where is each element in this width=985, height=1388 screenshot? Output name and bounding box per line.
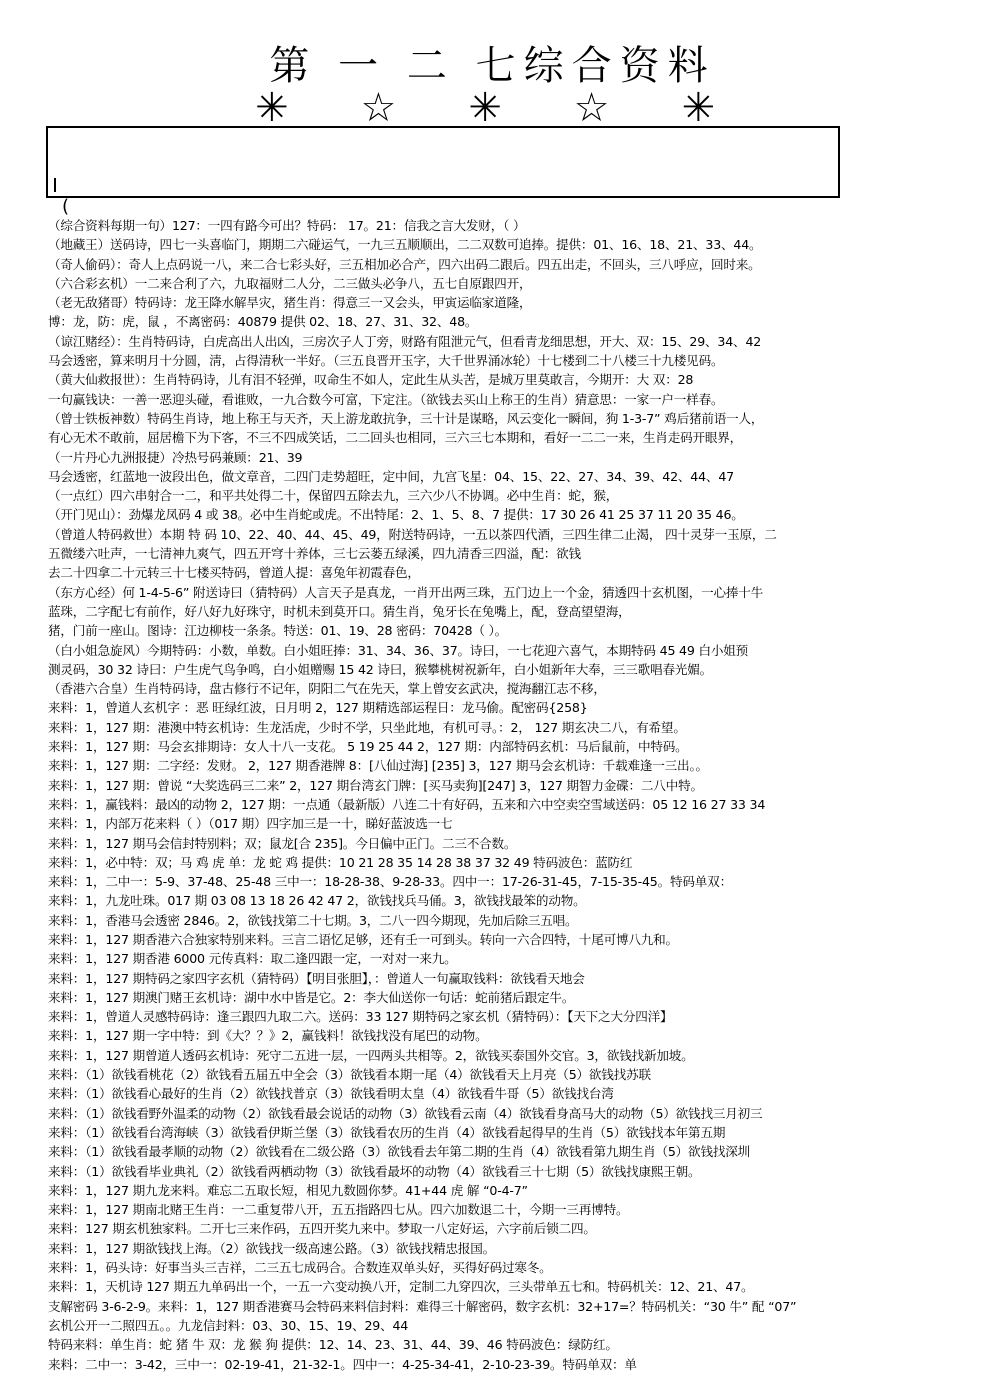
text-line: （开门见山）：劲爆龙凤码 4 或 38。必中生肖蛇或虎。不出特尾：2、1、5、8、7 提供：17 30 26 41 25 37 11 20 35 46。 bbox=[48, 507, 744, 523]
text-line: （黄大仙救报世）：生肖特码诗，儿有泪不轻弹，叹命生不如人，定此生从头苦，是城万里莫敢言，今期开：大 双：28 bbox=[48, 372, 694, 388]
text-line: 去二十四拿二十元转三十七楼买特码，曾道人提：喜兔年初霞春色， bbox=[48, 565, 420, 581]
text-line: （一点红）四六串射合一二，和平共处得二十，保留四五除去九，三六少八不协调。必中生肖：蛇，猴， bbox=[48, 488, 619, 504]
outline-star-icon: ☆ bbox=[573, 85, 610, 131]
text-line: 来料：1，127 期曾道人透码玄机诗：死守二五进一层，一四两头共相等。2，欲钱买泰国外交官。3，欲钱找新加坡。 bbox=[48, 1047, 694, 1063]
text-line: （东方心经）何 1-4-5-6” 附送诗曰（猜特码）人言天子是真龙，一肖开出两三珠，五门边上一个金，猜透四十玄机图，一心捧十牛 bbox=[48, 584, 764, 600]
asterisk-star-icon: ✳ bbox=[255, 85, 289, 131]
text-line: 来料：1，127 期一字中特：到《大？？》2，赢钱料！欲钱找没有尾巴的动物。 bbox=[48, 1028, 488, 1044]
text-line: 蓝珠，二字配七有前作，好八好九好珠守，时机未到莫开口。猜生肖，兔牙长在兔嘴上，配，登高望望海， bbox=[48, 603, 631, 619]
text-line: 来料：1，127 期特码之家四字玄机（猜特码）【明目张胆】，：曾道人一句赢取钱料：欲钱看天地会 bbox=[48, 970, 585, 986]
text-line: （香港六合皇）生肖特码诗，盘古修行不记年，阴阳二气在先天，掌上曾安玄武决，搅海翻江志不移， bbox=[48, 681, 606, 697]
text-line: 马会透密，算来明月十分圆，淸，占得清秋一半好。（三五良晋开玉字，大千世界涌冰轮）十七楼到二十八楼三十九楼见码。 bbox=[48, 353, 724, 369]
text-line: （老无敌猪哥）特码诗：龙王降水解旱灾，猪生肖：得意三一又会头，甲寅运临家道隆， bbox=[48, 295, 532, 311]
text-line: 来料：（1）欲钱看桃花（2）欲钱看五届五中全会（3）欲钱看本期一尾（4）欲钱看天上月亮（5）欲钱找苏联 bbox=[48, 1067, 651, 1083]
text-line: 来料：1，曾道人玄机字 ：恶 旺绿红波，日月明 2，127 期精选部运程日：龙马偷。配密码{258} bbox=[48, 700, 588, 716]
text-line: （白小姐急旋风）今期特码：小数，单数。白小姐旺捧：31、34、36、37。诗曰，一七花迎六喜气，本期特码 45 49 白小姐预 bbox=[48, 642, 749, 658]
text-line: 来料：1，赢钱料：最凶的动物 2，127 期：一点通（最新版）八连二十有好码，五来和六中空卖空雪域送码：05 12 16 27 33 34 bbox=[48, 796, 766, 812]
star-row bbox=[255, 85, 715, 131]
text-line: 测灵码，30 32 诗曰：户生虎气鸟争鸣，白小姐赠赐 15 42 诗曰，猴攀桃树祝新年，白小姐新年大奉，三三歌唱春光媚。 bbox=[48, 661, 713, 677]
text-line: 马会透密，红蓝地一波段出色，做文章音，二四门走势超旺，定中间，九宫飞星：04、15、22、27、34、39、42、44、47 bbox=[48, 468, 734, 484]
text-line: （综合资料每期一句）127：一四有路今可出？特码： 17。21：信我之言大发财，（ ） bbox=[48, 218, 526, 233]
text-line: 支解密码 3-6-2-9。来料：1，127 期香港赛马会特码来料信封料：难得三十解密码，数字玄机：32+17=？特码机关：“30 牛” 配 “07” bbox=[48, 1298, 797, 1314]
text-line: （曾道人特码救世）本期 特 码 10、22、40、44、45、49，附送特码诗，一五以茶四代酒，三四生律二止渴， 四十灵芽一玉原，二 bbox=[48, 526, 777, 542]
page-title: 第 一 二 七综合资料 bbox=[269, 43, 716, 89]
text-line: 来料：1，127 期欲钱找上海。（2）欲钱找一级高速公路。（3）欲钱找精忠报国。 bbox=[48, 1240, 496, 1256]
text-line: 来料：1，码头诗：好事当头三吉祥，二三五七成码合。合数连双单头好，买得好码过寒冬。 bbox=[48, 1260, 552, 1276]
content-body bbox=[48, 216, 940, 1381]
text-line: 来料：1，二中一：5-9、37-48、25-48 三中一：18-28-38、9-28-33。四中一：17-26-31-45，7-15-35-45。特码单双： bbox=[48, 874, 732, 890]
text-line: 博：龙，防：虎，鼠 ，不离密码：40879 提供 02、18、27、31、32、48。 bbox=[48, 314, 478, 330]
text-line: 来料：（1）欲钱看台湾海峡（3）欲钱看伊斯兰堡（3）欲钱看农历的生肖（4）欲钱看起得早的生肖（5）欲钱找本年第五期 bbox=[48, 1124, 726, 1140]
text-line: 有心无术不敢前，屈居檐下为下客，不三不四成笑话，二二回头也相同，三六三七本期和，看好一二二一来，生肖走码开眼界， bbox=[48, 430, 743, 446]
text-line: 特码来料：单生肖：蛇 猪 牛 双：龙 猴 狗 提供：12、14、23、31、44、39、46 特码波色：绿防红。 bbox=[48, 1337, 618, 1353]
text-line: （六合彩玄机）一二来合利了六，九取福财二人分，二三做头必争八，五七自原跟四开， bbox=[48, 275, 532, 291]
text-line: 来料：1，必中特：双；马 鸡 虎 单：龙 蛇 鸡 提供：10 21 28 35 14 28 38 37 32 49 特码波色：蓝防红 bbox=[48, 854, 633, 870]
text-line: 来料：1，127 期九龙来料。难忘二五取长短，相见九数圆你梦。41+44 虎 解 “0-4-7” bbox=[48, 1182, 528, 1198]
text-line: 来料：1，香港马会透密 2846。2，欲钱找第二十七期。3，二八一四今期现，先加后除三五唱。 bbox=[48, 912, 578, 928]
text-line: 来料：（1）欲钱看野外温柔的动物（2）欲钱看最会说话的动物（3）欲钱看云南（4）欲钱看身高马大的动物（5）欲钱找三月初三 bbox=[48, 1105, 763, 1121]
text-line: 来料：127 期玄机独家料。二开七三来作码，五四开奖九来中。梦取一八定好运，六字前后锁二四。 bbox=[48, 1221, 596, 1237]
text-line: 一句赢钱诀：一善一恶迎头碰，看谁败，一九合数今可富，下定注。（欲钱去买山上称王的生肖）猜意思：一家一户一样春。 bbox=[48, 391, 724, 407]
text-line: 来料：1，127 期：马会玄排期诗：女人十八一支花。 5 19 25 44 2，127 期：内部特码玄机：马后鼠前，中特码。 bbox=[48, 739, 688, 755]
text-line: （一片丹心九洲报捷）冷热号码兼顾：21、39 bbox=[48, 449, 303, 465]
text-line: （地藏王）送码诗，四七一头喜临门，期期二六碰运气，一九三五顺顺出，二二双数可追捧。提供：01、16、18、21、33、44。 bbox=[48, 237, 762, 253]
text-line: 来料：1，127 期澳门赌王玄机诗：湖中水中皆是它。2：李大仙送你一句话：蛇前猪后跟定牛。 bbox=[48, 989, 575, 1005]
open-paren-mark: ( bbox=[62, 196, 70, 217]
text-line: 来料：1，127 期马会信封特别料；双；鼠龙[合 235]。今日偏中正门。二三不合数。 bbox=[48, 835, 517, 851]
text-line: 来料：（1）欲钱看心最好的生肖（2）欲钱找普京（3）欲钱看明太皇（4）欲钱看牛哥（5）欲钱找台湾 bbox=[48, 1086, 614, 1102]
text-line: （曾士铁板神数）特码生肖诗，地上称王与天齐，天上游龙敢抗争，三十计是谋略，风云变化一瞬间，狗 1-3-7” 鸡后猪前语一人， bbox=[48, 410, 764, 426]
text-line: 来料：1，127 期香港 6000 元传真料：取二逢四跟一定，一对对一来九。 bbox=[48, 951, 457, 967]
text-line: 来料：1，127 期香港六合独家特别来料。三言二语忆足够，还有壬一可到头。转向一六合四特，十尾可博八九和。 bbox=[48, 931, 678, 947]
text-line: （谅江赌经）：生肖特码诗，白虎高出人出凶，三房次子人丁旁，财路有阻泄元气，但看青龙细思想，开大、双：15、29、34、42 bbox=[48, 333, 762, 349]
text-line: 来料：（1）欲钱看毕业典礼（2）欲钱看两栖动物（3）欲钱看最坏的动物（4）欲钱看三十七期（5）欲钱找康熙王朝。 bbox=[48, 1163, 701, 1179]
asterisk-star-icon: ✳ bbox=[468, 85, 502, 131]
text-line: 来料：1，天机诗 127 期五九单码出一个，一五一六变动换八开，定制二九穿四次，三头带单五七和。特码机关：12、21、47。 bbox=[48, 1279, 754, 1295]
text-line: 来料：1，曾道人灵感特码诗：逢三跟四九取二六。送码：33 127 期特码之家玄机（猜特码）：【天下之大分四洋】 bbox=[48, 1009, 673, 1025]
text-line: 五微缕六吐声，一七清神九爽气，四五开穹十养体，三七云蒌五绿溪，四九清香三四溢，配：欲钱 bbox=[48, 546, 581, 562]
text-line: 来料：（1）欲钱看最孝顺的动物（2）欲钱看在二级公路（3）欲钱看去年第二期的生肖（4）欲钱看第九期生肖（5）欲钱找深圳 bbox=[48, 1144, 751, 1160]
text-line: 来料：1，127 期：港澳中特玄机诗：生龙活虎，少时不学，只坐此地，有机可寻。：2， 127 期玄决二八，有希望。 bbox=[48, 719, 686, 735]
asterisk-star-icon: ✳ bbox=[681, 85, 715, 131]
text-line: 来料：1，127 期：曾说 “大奖选码三二来” 2，127 期台湾玄门牌：[买马卖狗][247] 3，127 期智力金碟：二八中特。 bbox=[48, 777, 703, 793]
text-line: 来料：二中一：3-42，三中一：02-19-41，21-32-1。四中一：4-25-34-41，2-10-23-39。特码单双：单 bbox=[48, 1356, 637, 1372]
blank-banner-box bbox=[46, 126, 840, 198]
box-mark bbox=[54, 178, 56, 192]
text-line: 来料：1，内部万花来料（ ）（017 期）四字加三是一十，睇好蓝波选一七 bbox=[48, 816, 453, 832]
text-line: 来料：1，127 期南北赌王生肖：一二重复带八开，五五指路四七从。四六加数退二十，今期一三再博特。 bbox=[48, 1202, 629, 1218]
text-line: （奇人偷码）：奇人上点码说一八，来二合七彩头好，三五相加必合产，四六出码二跟后。四五出走，不回头，三八呼应，回时来。 bbox=[48, 256, 761, 272]
outline-star-icon: ☆ bbox=[360, 85, 397, 131]
text-line: 来料：1，九龙吐珠。017 期 03 08 13 18 26 42 47 2，欲钱找兵马俑。3，欲钱找最笨的动物。 bbox=[48, 893, 586, 909]
text-line: 猪，门前一座山。图诗：江边柳枝一条条。特送：01、19、28 密码：70428（ ）。 bbox=[48, 623, 508, 639]
text-line: 来料：1，127 期：二字经：发财。 2，127 期香港牌 8：[八仙过海] [235] 3，127 期马会玄机诗：千载难逢一三出。。 bbox=[48, 758, 708, 774]
text-line: 玄机公开一二照四五。。九龙信封料：03、30、15、19、29、44 bbox=[48, 1317, 409, 1333]
